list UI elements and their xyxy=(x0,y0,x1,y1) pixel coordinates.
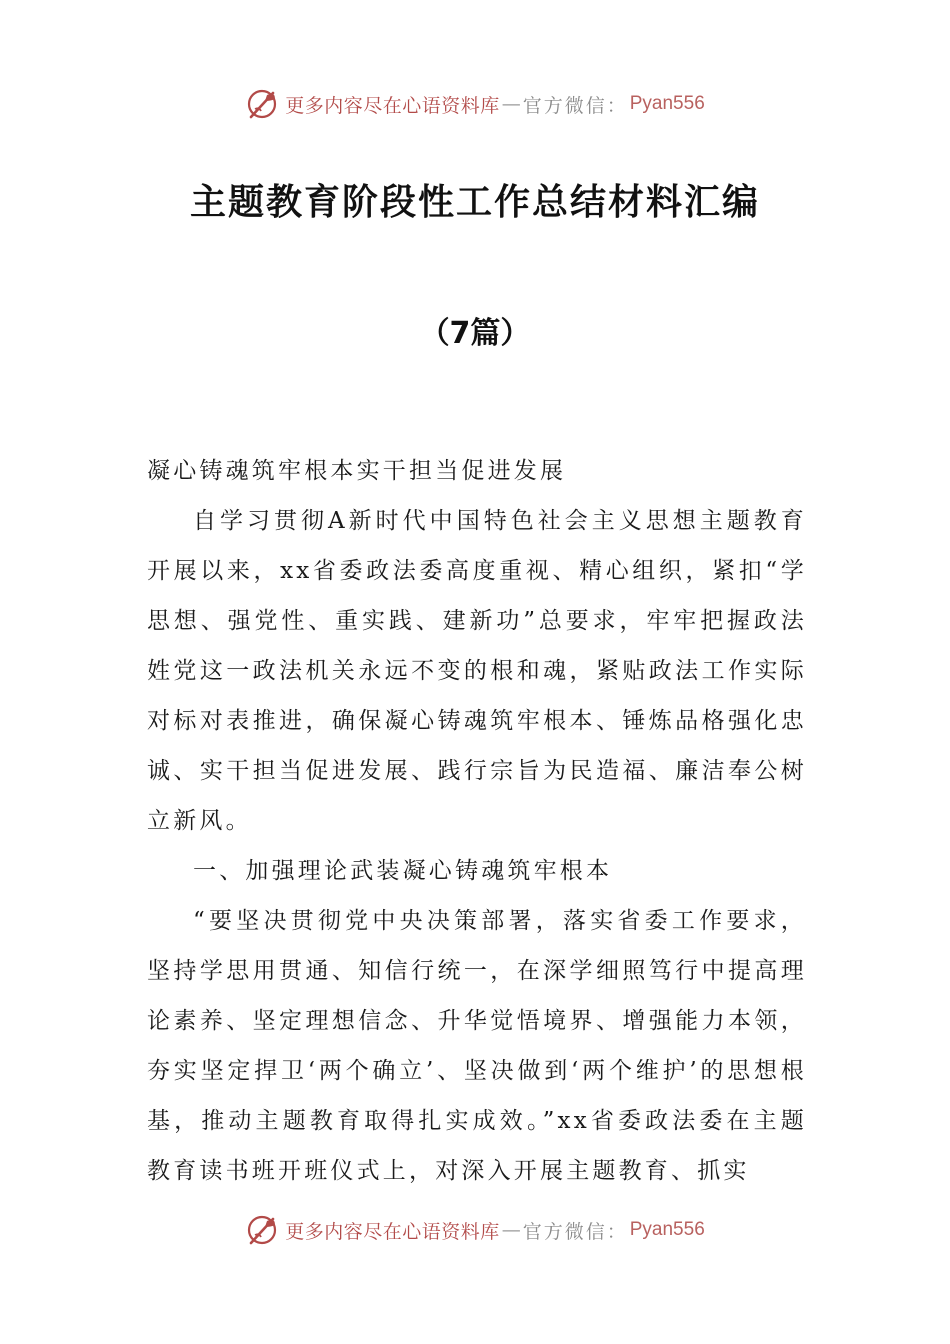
section-title: 凝心铸魂筑牢根本实干担当促进发展 xyxy=(147,458,567,484)
header-watermark-banner xyxy=(0,84,950,124)
document-subtitle: （7篇） xyxy=(419,316,531,351)
banner-wechat-label: 官方微信： xyxy=(522,1220,628,1243)
quill-logo-icon xyxy=(245,87,279,121)
document-body xyxy=(147,446,807,1196)
banner-brand-text: 更多内容尽在心语资料库 xyxy=(285,1220,500,1243)
banner-wechat-id: Pyan556 xyxy=(629,93,705,114)
banner-dash: — xyxy=(501,1219,521,1241)
banner-wechat-label: 官方微信： xyxy=(522,94,628,117)
body-paragraph: 自学习贯彻A新时代中国特色社会主义思想主题教育开展以来，xx省委政法委高度重视、精心组织，紧扣“学思想、强党性、重实践、建新功”总要求，牢牢把握政法姓党这一政法机关永远不变的根和魂，紧贴政法工作实际对标对表推进，确保凝心铸魂筑牢根本、锤炼品格强化忠诚、实干担当促进发展、践行宗旨为民造福、廉洁奉公树立新风。 xyxy=(147,508,807,834)
banner-wechat-id: Pyan556 xyxy=(629,1219,705,1240)
quill-logo-icon xyxy=(245,1213,279,1247)
banner-dash: — xyxy=(501,93,521,115)
footer-watermark-banner xyxy=(0,1210,950,1250)
document-title: 主题教育阶段性工作总结材料汇编 xyxy=(189,182,760,223)
body-paragraph: “要坚决贯彻党中央决策部署，落实省委工作要求，坚持学思用贯通、知信行统一，在深学细照笃行中提高理论素养、坚定理想信念、升华觉悟境界、增强能力本领，夯实坚定捍卫‘两个确立’、坚决做到‘两个维护’的思想根基，推动主题教育取得扎实成效。”xx省委政法委在主题教育读书班开班仪式上，对深入开展主题教育、抓实 xyxy=(147,908,807,1184)
body-heading: 一、加强理论武装凝心铸魂筑牢根本 xyxy=(193,858,613,884)
banner-brand-text: 更多内容尽在心语资料库 xyxy=(285,94,500,117)
